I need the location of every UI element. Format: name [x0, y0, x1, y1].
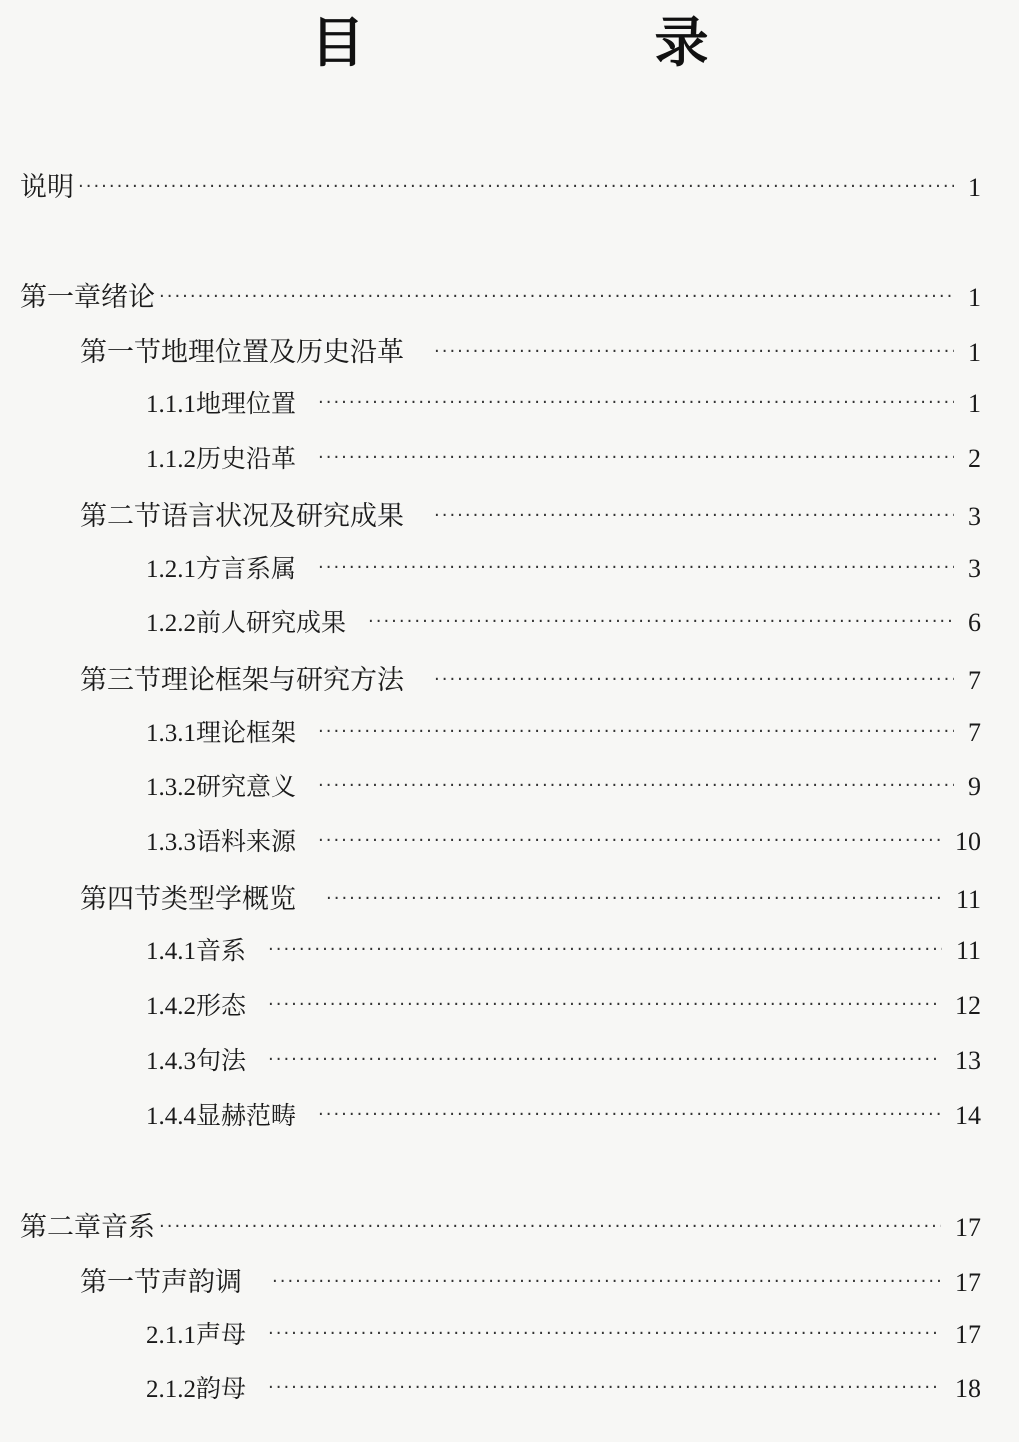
toc-page-number: 11: [955, 885, 981, 914]
toc-entry-subsection[interactable]: [146, 767, 981, 807]
toc-page-number: 3: [968, 502, 981, 531]
dot-leader: [318, 557, 954, 578]
dot-leader: [159, 1216, 941, 1237]
dot-leader: [268, 1049, 941, 1070]
dot-leader: [268, 939, 942, 960]
section-number: 第四节: [80, 884, 161, 914]
toc-page-number: 1: [968, 173, 981, 202]
toc-entry-subsection[interactable]: [146, 439, 981, 479]
toc-entry-title: 说明: [20, 172, 74, 203]
dot-leader: [159, 286, 954, 307]
toc-page-number: 1: [968, 389, 981, 418]
toc-entry-chapter[interactable]: [20, 1205, 981, 1245]
chapter-number: 第一章: [20, 282, 101, 312]
toc-entry-subsection[interactable]: [146, 1369, 981, 1409]
toc-entry-title: 地理位置: [196, 389, 297, 418]
toc-entry-subsection[interactable]: [146, 713, 981, 753]
dot-leader: [318, 775, 954, 796]
dot-leader: [434, 341, 954, 362]
toc-page-number: 12: [955, 991, 981, 1020]
toc-page-number: 9: [968, 772, 981, 801]
toc-entry-title: 历史沿革: [196, 444, 297, 473]
toc-entry-title: 句法: [196, 1046, 247, 1075]
toc-page-number: 1: [968, 283, 981, 312]
toc-entry-title: 形态: [196, 991, 247, 1020]
toc-entry-subsection[interactable]: [146, 549, 981, 589]
toc-page-number: 14: [955, 1101, 981, 1130]
toc-page-number: 17: [955, 1268, 981, 1297]
subsection-number: 1.1.1: [146, 391, 196, 418]
toc-page-number: 18: [955, 1374, 981, 1403]
toc-entry-subsection[interactable]: [146, 931, 981, 971]
subsection-number: 2.1.2: [146, 1376, 196, 1403]
dot-leader: [434, 669, 954, 690]
dot-leader: [268, 994, 941, 1015]
section-number: 第三节: [80, 665, 161, 695]
toc-entry-title: 声韵调: [161, 1267, 242, 1298]
toc-entry-title: 音系: [196, 936, 247, 965]
toc-entry-title: 方言系属: [196, 554, 297, 583]
toc-entry-section[interactable]: [80, 1260, 981, 1300]
toc-entry-title: 绪论: [101, 282, 155, 313]
subsection-number: 2.1.1: [146, 1322, 196, 1349]
toc-page-number: 10: [955, 827, 981, 856]
toc-entry-title: 显赫范畴: [196, 1101, 297, 1130]
toc-entry-title: 地理位置及历史沿革: [161, 337, 404, 368]
dot-leader: [272, 1271, 941, 1292]
subsection-number: 1.2.2: [146, 610, 196, 637]
subsection-number: 1.3.3: [146, 829, 196, 856]
toc-entry-section[interactable]: [80, 658, 981, 698]
toc-entry-chapter[interactable]: [20, 275, 981, 315]
toc-entry-subsection[interactable]: [146, 603, 981, 643]
toc-entry-title: 类型学概览: [161, 884, 296, 915]
subsection-number: 1.4.1: [146, 938, 196, 965]
toc-entry-title: 研究意义: [196, 772, 297, 801]
dot-leader: [318, 721, 954, 742]
dot-leader: [318, 830, 941, 851]
dot-leader: [268, 1323, 941, 1344]
section-number: 第二节: [80, 501, 161, 531]
toc-page-number: 17: [955, 1320, 981, 1349]
toc-entry-subsection[interactable]: [146, 986, 981, 1026]
toc-entry-title: 韵母: [196, 1374, 247, 1403]
toc-entry-subsection[interactable]: [146, 1041, 981, 1081]
toc-page-number: 11: [955, 936, 981, 965]
toc-page-number: 6: [968, 608, 981, 637]
toc-entry-title: 理论框架与研究方法: [161, 665, 404, 696]
toc-entry-title: 声母: [196, 1320, 247, 1349]
toc-entry-title: 语言状况及研究成果: [161, 501, 404, 532]
toc-page-number: 7: [968, 718, 981, 747]
toc-entry-title: 前人研究成果: [196, 608, 347, 637]
toc-page-number: 7: [968, 666, 981, 695]
toc-page-number: 13: [955, 1046, 981, 1075]
toc-entry-subsection[interactable]: [146, 1315, 981, 1355]
toc-page-number: 3: [968, 554, 981, 583]
toc-entry-section[interactable]: [80, 877, 981, 917]
subsection-number: 1.3.2: [146, 774, 196, 801]
subsection-number: 1.1.2: [146, 446, 196, 473]
toc-entry-subsection[interactable]: [146, 1096, 981, 1136]
subsection-number: 1.3.1: [146, 720, 196, 747]
section-number: 第一节: [80, 1267, 161, 1297]
subsection-number: 1.4.3: [146, 1048, 196, 1075]
toc-page-number: 17: [955, 1213, 981, 1242]
toc-page-number: 1: [968, 338, 981, 367]
toc-entry-section[interactable]: [80, 330, 981, 370]
dot-leader: [318, 447, 954, 468]
toc-entry-section[interactable]: [80, 494, 981, 534]
page-title: 目 录: [310, 10, 827, 74]
section-number: 第一节: [80, 337, 161, 367]
toc-entry-subsection[interactable]: [146, 384, 981, 424]
dot-leader: [434, 505, 954, 526]
dot-leader: [268, 1377, 941, 1398]
dot-leader: [318, 392, 954, 413]
subsection-number: 1.4.4: [146, 1103, 196, 1130]
subsection-number: 1.2.1: [146, 556, 196, 583]
toc-entry-subsection[interactable]: [146, 822, 981, 862]
dot-leader: [368, 611, 954, 632]
toc-entry-preface[interactable]: [20, 165, 981, 205]
dot-leader: [326, 888, 942, 909]
subsection-number: 1.4.2: [146, 993, 196, 1020]
toc-page-number: 2: [968, 444, 981, 473]
dot-leader: [78, 176, 954, 197]
chapter-number: 第二章: [20, 1212, 101, 1242]
toc-entry-title: 音系: [101, 1212, 155, 1243]
toc-entry-title: 语料来源: [196, 827, 297, 856]
dot-leader: [318, 1104, 941, 1125]
toc-entry-title: 理论框架: [196, 718, 297, 747]
